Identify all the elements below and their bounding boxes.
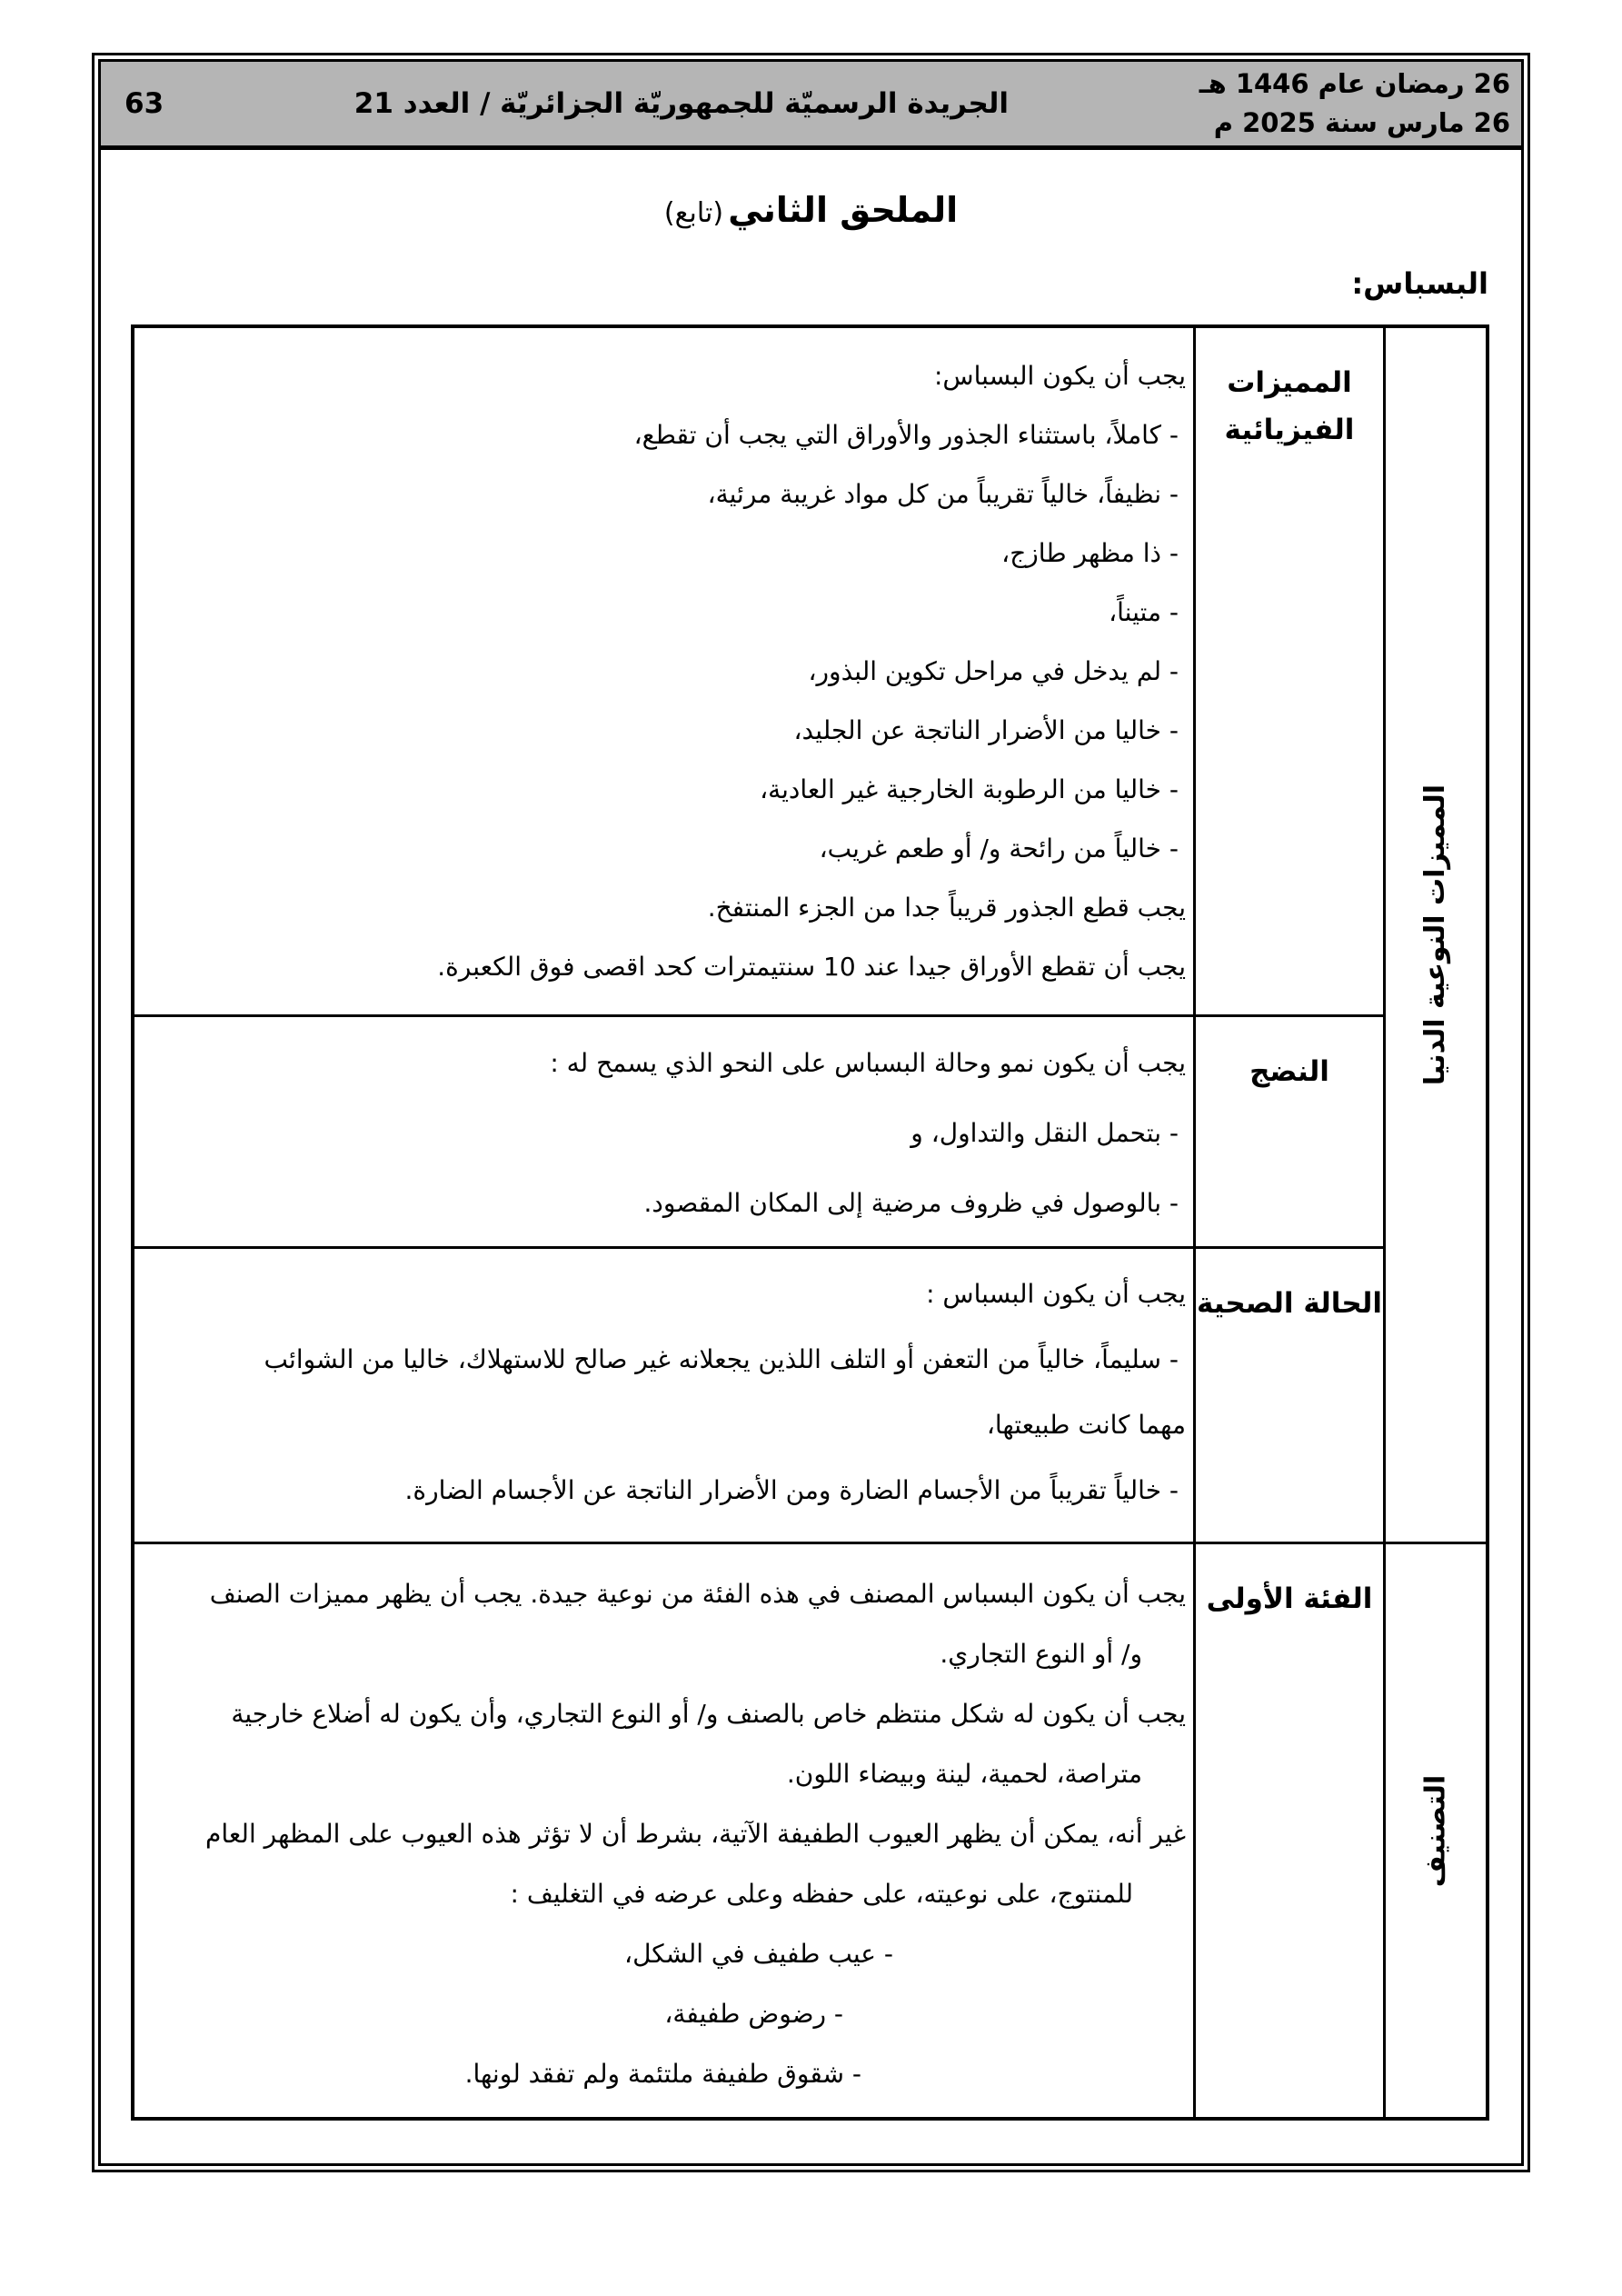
annex-title-main: الملحق الثاني — [728, 190, 959, 230]
content-line: غير أنه، يمكن أن يظهر العيوب الطفيفة الآتية، بشرط أن لا تؤثر هذه العيوب على المظهر العام — [205, 1819, 1186, 1849]
issue-dates — [1199, 65, 1510, 143]
content-line: يجب قطع الجذور قريباً جدا من الجزء المنتفخ. — [707, 893, 1186, 923]
row-header-health-condition: الحالة الصحية — [1196, 1249, 1383, 1542]
page-frame-inner — [98, 59, 1524, 2166]
journal-title: الجريدة الرسميّة للجمهوريّة الجزائريّة / العدد 21 — [353, 87, 1010, 120]
content-line: - خاليا من الأضرار الناتجة عن الجليد، — [793, 715, 1179, 745]
row-header-physical-characteristics: المميزات الفيزيائية — [1196, 328, 1383, 1014]
content-line: - كاملاً، باستثناء الجذور والأوراق التي يجب أن تقطع، — [633, 420, 1179, 450]
content-line: - عيب طفيف في الشكل، — [624, 1939, 893, 1969]
row-header-first-category: الفئة الأولى — [1196, 1544, 1383, 2117]
content-line: يجب أن تقطع الأوراق جيدا عند 10 سنتيمترات كحد اقصى فوق الكعبرة. — [437, 952, 1186, 982]
content-line: - ذا مظهر طازج، — [1001, 538, 1179, 568]
spec-table — [131, 324, 1489, 2121]
content-line: يجب أن يكون البسباس : — [926, 1279, 1186, 1309]
row-content-health-condition — [134, 1249, 1193, 1542]
date-gregorian: 26 مارس سنة 2025 م — [1213, 107, 1510, 138]
row-content-physical-characteristics — [134, 328, 1193, 1014]
side-label-classification: التصنيف — [1419, 1774, 1452, 1887]
side-label-classification-cell — [1386, 1544, 1486, 2117]
content-line: يجب أن يكون له شكل منتظم خاص بالصنف و/ أو النوع التجاري، وأن يكون له أضلاع خارجية — [231, 1699, 1186, 1729]
content-line: - متيناً، — [1109, 597, 1179, 627]
content-line: للمنتوج، على نوعيته، على حفظه وعلى عرضه في التغليف : — [510, 1879, 1133, 1909]
annex-title — [101, 190, 1521, 230]
side-label-minimum-quality: المميزات النوعية الدنيا — [1419, 784, 1452, 1086]
content-line: - شقوق طفيفة ملتئمة ولم تفقد لونها. — [464, 2059, 861, 2089]
row-content-first-category — [134, 1544, 1193, 2117]
page-number: 63 — [124, 87, 164, 120]
side-label-minimum-quality-cell — [1386, 328, 1486, 1542]
row-content-maturity — [134, 1017, 1193, 1246]
annex-title-suffix: (تابع) — [663, 197, 724, 229]
content-line: - نظيفاً، خالياً تقريباً من كل مواد غريبة مرئية، — [707, 479, 1179, 509]
content-line: يجب أن يكون نمو وحالة البسباس على النحو الذي يسمح له : — [550, 1048, 1186, 1078]
section-label: البسباس: — [1351, 266, 1488, 301]
content-line: - رضوض طفيفة، — [664, 1999, 843, 2029]
content-line: - بتحمل النقل والتداول، و — [911, 1118, 1179, 1148]
content-line: - بالوصول في ظروف مرضية إلى المكان المقصود. — [643, 1188, 1179, 1218]
content-line: يجب أن يكون البسباس: — [933, 361, 1186, 391]
row-header-maturity: النضج — [1196, 1017, 1383, 1246]
content-line: - خاليا من الرطوبة الخارجية غير العادية، — [760, 774, 1179, 804]
page-frame — [92, 53, 1530, 2172]
page-header-bar — [101, 62, 1521, 150]
content-line: مهما كانت طبيعتها، — [986, 1410, 1186, 1440]
content-line: - سليماً، خالياً من التعفن أو التلف اللذين يجعلانه غير صالح للاستهلاك، خاليا من الشوائب — [264, 1344, 1179, 1374]
content-line: - خالياً تقريباً من الأجسام الضارة ومن الأضرار الناتجة عن الأجسام الضارة. — [404, 1475, 1179, 1505]
date-hijri: 26 رمضان عام 1446 هـ — [1199, 68, 1510, 99]
content-line: يجب أن يكون البسباس المصنف في هذه الفئة من نوعية جيدة. يجب أن يظهر مميزات الصنف — [209, 1579, 1186, 1609]
content-line: و/ أو النوع التجاري. — [940, 1639, 1142, 1669]
content-line: - خالياً من رائحة و/ أو طعم غريب، — [819, 834, 1179, 863]
content-line: - لم يدخل في مراحل تكوين البذور، — [808, 656, 1179, 686]
content-line: متراصة، لحمية، لينة وبيضاء اللون. — [786, 1759, 1142, 1789]
